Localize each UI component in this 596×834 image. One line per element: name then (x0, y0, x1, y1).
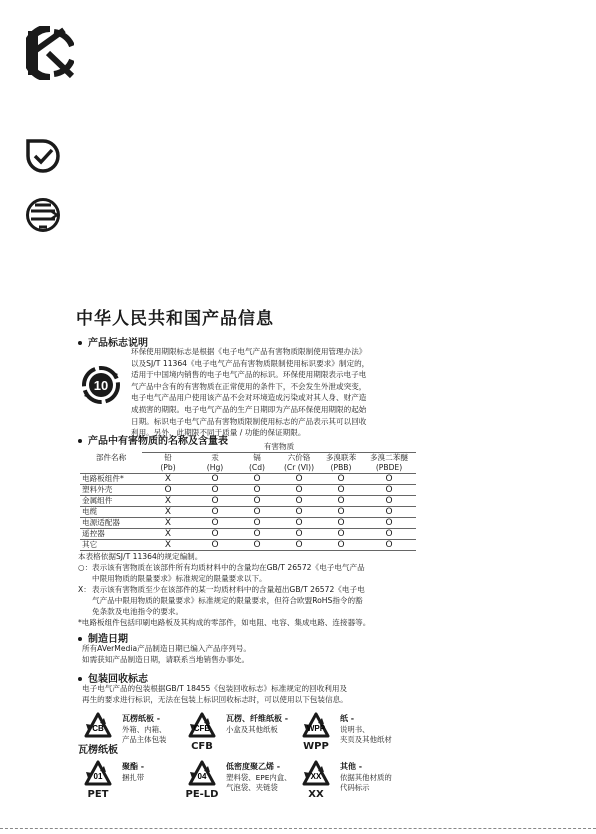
recycle-material-desc: 小盒及其他纸板 (226, 725, 278, 734)
recycle-triangle-icon (188, 760, 216, 788)
table-cell: O (236, 518, 278, 529)
note-line: 表示该有害物质至少在该部件的某一均质材料中的含量超出GB/T 26572《电子电 (92, 585, 365, 594)
recycle-code: 04 (197, 772, 207, 781)
recycle-label: PET (87, 789, 109, 800)
column-subheader: (Cd) (248, 463, 266, 472)
paragraph-line: 如需获知产品制造日期，请联系当地销售办事处。 (82, 655, 250, 664)
paragraph-line: 再生的要求进行标识，无法在包装上标识回收标志时，可以使用以下包装信息。 (82, 695, 348, 704)
table-cell: O (236, 474, 278, 485)
table-cell: O (236, 529, 278, 540)
recycle-code: WPP (306, 724, 326, 733)
section-heading-substances: 产品中有害物质的名称及含量表 (78, 432, 228, 447)
table-cell: O (278, 474, 320, 485)
part-name: 塑料外壳 (80, 485, 142, 496)
table-row (80, 474, 416, 485)
table-cell: O (320, 496, 362, 507)
table-cell: X (142, 518, 194, 529)
column-subheader: (Pb) (160, 463, 176, 472)
table-cell: O (362, 485, 416, 496)
table-cell: X (142, 529, 194, 540)
table-header-group: 有害物质 (142, 442, 416, 453)
paragraph-line: 以及SJ/T 11364《电子电气产品有害物质限制使用标识要求》制定的， (131, 358, 370, 368)
table-cell: O (320, 529, 362, 540)
kc-mark-icon (26, 26, 74, 80)
table-footnote: *电路板组件包括印刷电路板及其构成的零部件，如电阻、电容、集成电路、连接器等。 (78, 618, 371, 627)
column-header: 汞 (211, 453, 219, 462)
note-o-symbol: ○： (78, 563, 93, 572)
paragraph-line: 日期。标识电子电气产品有害物质限制使用标志的产品表示其可以回收 (131, 416, 367, 426)
column-subheader: (PBB) (330, 463, 352, 472)
recycle-code: CB (92, 724, 104, 733)
page-title: 中华人民共和国产品信息 (76, 309, 274, 329)
recycle-label: 瓦楞纸板 (78, 745, 118, 756)
recycle-material-desc: 捆扎带 (122, 773, 145, 782)
table-cell: X (142, 540, 194, 551)
table-cell: O (320, 474, 362, 485)
section-heading-date: 制造日期 (78, 630, 128, 645)
recycle-triangle-icon (302, 712, 330, 740)
recycle-code: XX (310, 772, 322, 781)
paragraph-line: 适用于中国境内销售的电子电气产品的标识。环保使用期限表示电子电 (131, 370, 367, 380)
table-cell: O (278, 507, 320, 518)
table-cell: O (194, 507, 236, 518)
table-cell: O (320, 507, 362, 518)
table-header-part: 部件名称 (95, 452, 127, 462)
table-row (80, 518, 416, 529)
table-cell: X (142, 496, 194, 507)
note-x (78, 584, 578, 617)
bsmi-mark-icon (25, 197, 61, 233)
table-notes (78, 551, 578, 628)
column-header: 铅 (164, 453, 172, 462)
recycle-triangle-icon (84, 712, 112, 740)
table-cell: O (278, 540, 320, 551)
recycle-material-desc: 代码标示 (340, 783, 370, 792)
table-cell: O (362, 529, 416, 540)
cut-line (0, 828, 596, 829)
table-cell: O (194, 529, 236, 540)
recycle-material-title: 纸 - (340, 714, 355, 723)
note-x-symbol: X： (78, 585, 91, 594)
table-cell: O (278, 485, 320, 496)
recycle-triangle-icon (188, 712, 216, 740)
table-cell: O (194, 518, 236, 529)
recycle-label: XX (308, 789, 324, 800)
recycle-material-desc: 说明书、 (340, 725, 370, 734)
note-line: 气产品中限用物质的限量要求》标准规定的限量要求，但符合欧盟RoHS指令的豁 (92, 596, 363, 605)
recycle-label: CFB (191, 741, 213, 752)
table-row (80, 540, 416, 551)
table-cell: O (142, 485, 194, 496)
recycle-triangle-icon (302, 760, 330, 788)
part-name: 遥控器 (80, 529, 142, 540)
table-row (80, 496, 416, 507)
paragraph-line: 气产品中含有的有害物质在正常使用的条件下，不会发生外泄或突变， (131, 381, 367, 391)
paragraph-line: 环保使用期限标志是根据《电子电气产品有害物质限制使用管理办法》 (131, 347, 367, 356)
column-subheader: (Hg) (206, 463, 224, 472)
paragraph-line: 电子电气产品的包装根据GB/T 18455《包装回收标志》标准规定的回收利用及 (82, 684, 348, 693)
table-cell: O (194, 540, 236, 551)
paragraph-line: 电子电气产品用户使用该产品不会对环境造成污染或对其人身、财产造 (131, 393, 367, 403)
table-cell: O (236, 540, 278, 551)
recycle-material-desc: 产品主体包装 (122, 735, 167, 744)
table-cell: O (278, 529, 320, 540)
recycle-material-desc: 外箱、内箱、 (122, 725, 167, 734)
recycle-material-title: 瓦楞纸板 - (122, 714, 161, 723)
recycle-material-title: 聚酯 - (122, 762, 145, 771)
note-line: 中限用物质的限量要求》标准规定的限量要求以下。 (92, 574, 267, 583)
note-o (78, 562, 578, 584)
recycle-code: CFB (193, 724, 211, 733)
table-cell: O (194, 496, 236, 507)
efup-number: 10 (93, 378, 109, 393)
recycle-triangle-icon (84, 760, 112, 788)
table-cell: O (362, 540, 416, 551)
table-cell: O (194, 474, 236, 485)
packaging-text (82, 683, 348, 705)
table-row (80, 485, 416, 496)
table-row (80, 529, 416, 540)
table-cell: O (362, 507, 416, 518)
table-cell: O (278, 496, 320, 507)
table-cell: O (236, 485, 278, 496)
column-subheader: (Cr (VI)) (283, 463, 315, 472)
table-cell: X (142, 507, 194, 518)
recycle-material-title: 其他 - (340, 762, 363, 771)
note-line: 表示该有害物质在该部件所有均质材料中的含量均在GB/T 26572《电子电气产品 (92, 563, 365, 572)
table-cell: X (142, 474, 194, 485)
paragraph-line: 成损害的期限。电子电气产品的生产日期即为产品环保使用期限的起始 (131, 404, 367, 414)
table-cell: O (236, 507, 278, 518)
part-name: 电源适配器 (80, 518, 142, 529)
recycle-material-title: 低密度聚乙烯 - (226, 762, 281, 771)
recycle-material-desc: 依据其他材质的 (340, 773, 392, 782)
column-header: 镉 (253, 453, 261, 462)
note-line: 免条款及电池指令的要求。 (92, 607, 184, 616)
table-cell: O (278, 518, 320, 529)
part-name: 金属组件 (80, 496, 142, 507)
table-cell: O (362, 474, 416, 485)
table-cell: O (320, 540, 362, 551)
column-subheader: (PBDE) (375, 463, 403, 472)
paragraph-line: 所有AVerMedia产品制造日期已编入产品序列号。 (82, 644, 252, 653)
part-name: 电缆 (80, 507, 142, 518)
part-name: 电路板组件* (80, 474, 142, 485)
recycle-label: PE-LD (185, 789, 219, 800)
column-header: 多溴联苯 (325, 453, 357, 462)
paragraph-line: 利用。另外，此期限不同于质量 / 功能的保证期限。 (131, 428, 306, 438)
section-heading-label: 产品标志说明 (78, 334, 148, 349)
table-cell: O (362, 518, 416, 529)
manufacture-date-text (82, 643, 251, 665)
table-row (80, 507, 416, 518)
section-heading-packaging: 包装回收标志 (78, 670, 148, 685)
part-name: 其它 (80, 540, 142, 551)
efup-description (131, 346, 491, 439)
recycle-material-desc: 气泡袋、夹链袋 (226, 783, 278, 792)
table-cell: O (320, 485, 362, 496)
table-cell: O (362, 496, 416, 507)
recycle-code: 01 (93, 772, 103, 781)
column-header: 六价铬 (287, 453, 311, 462)
table-cell: O (320, 518, 362, 529)
table-basis: 本表格依据SJ/T 11364的规定编制。 (78, 552, 203, 561)
efup-10-icon (82, 366, 120, 408)
recycle-material-desc: 塑料袋、EPE内盒、 (226, 773, 292, 782)
table-cell: O (236, 496, 278, 507)
rcm-mark-icon (26, 139, 60, 173)
hazardous-substances-table (80, 442, 416, 551)
recycle-material-title: 瓦楞、纤维纸板 - (226, 714, 289, 723)
recycle-material-desc: 夹页及其他纸材 (340, 735, 392, 744)
table-cell: O (194, 485, 236, 496)
column-header: 多溴二苯醚 (370, 453, 408, 462)
recycle-label: WPP (303, 741, 329, 752)
